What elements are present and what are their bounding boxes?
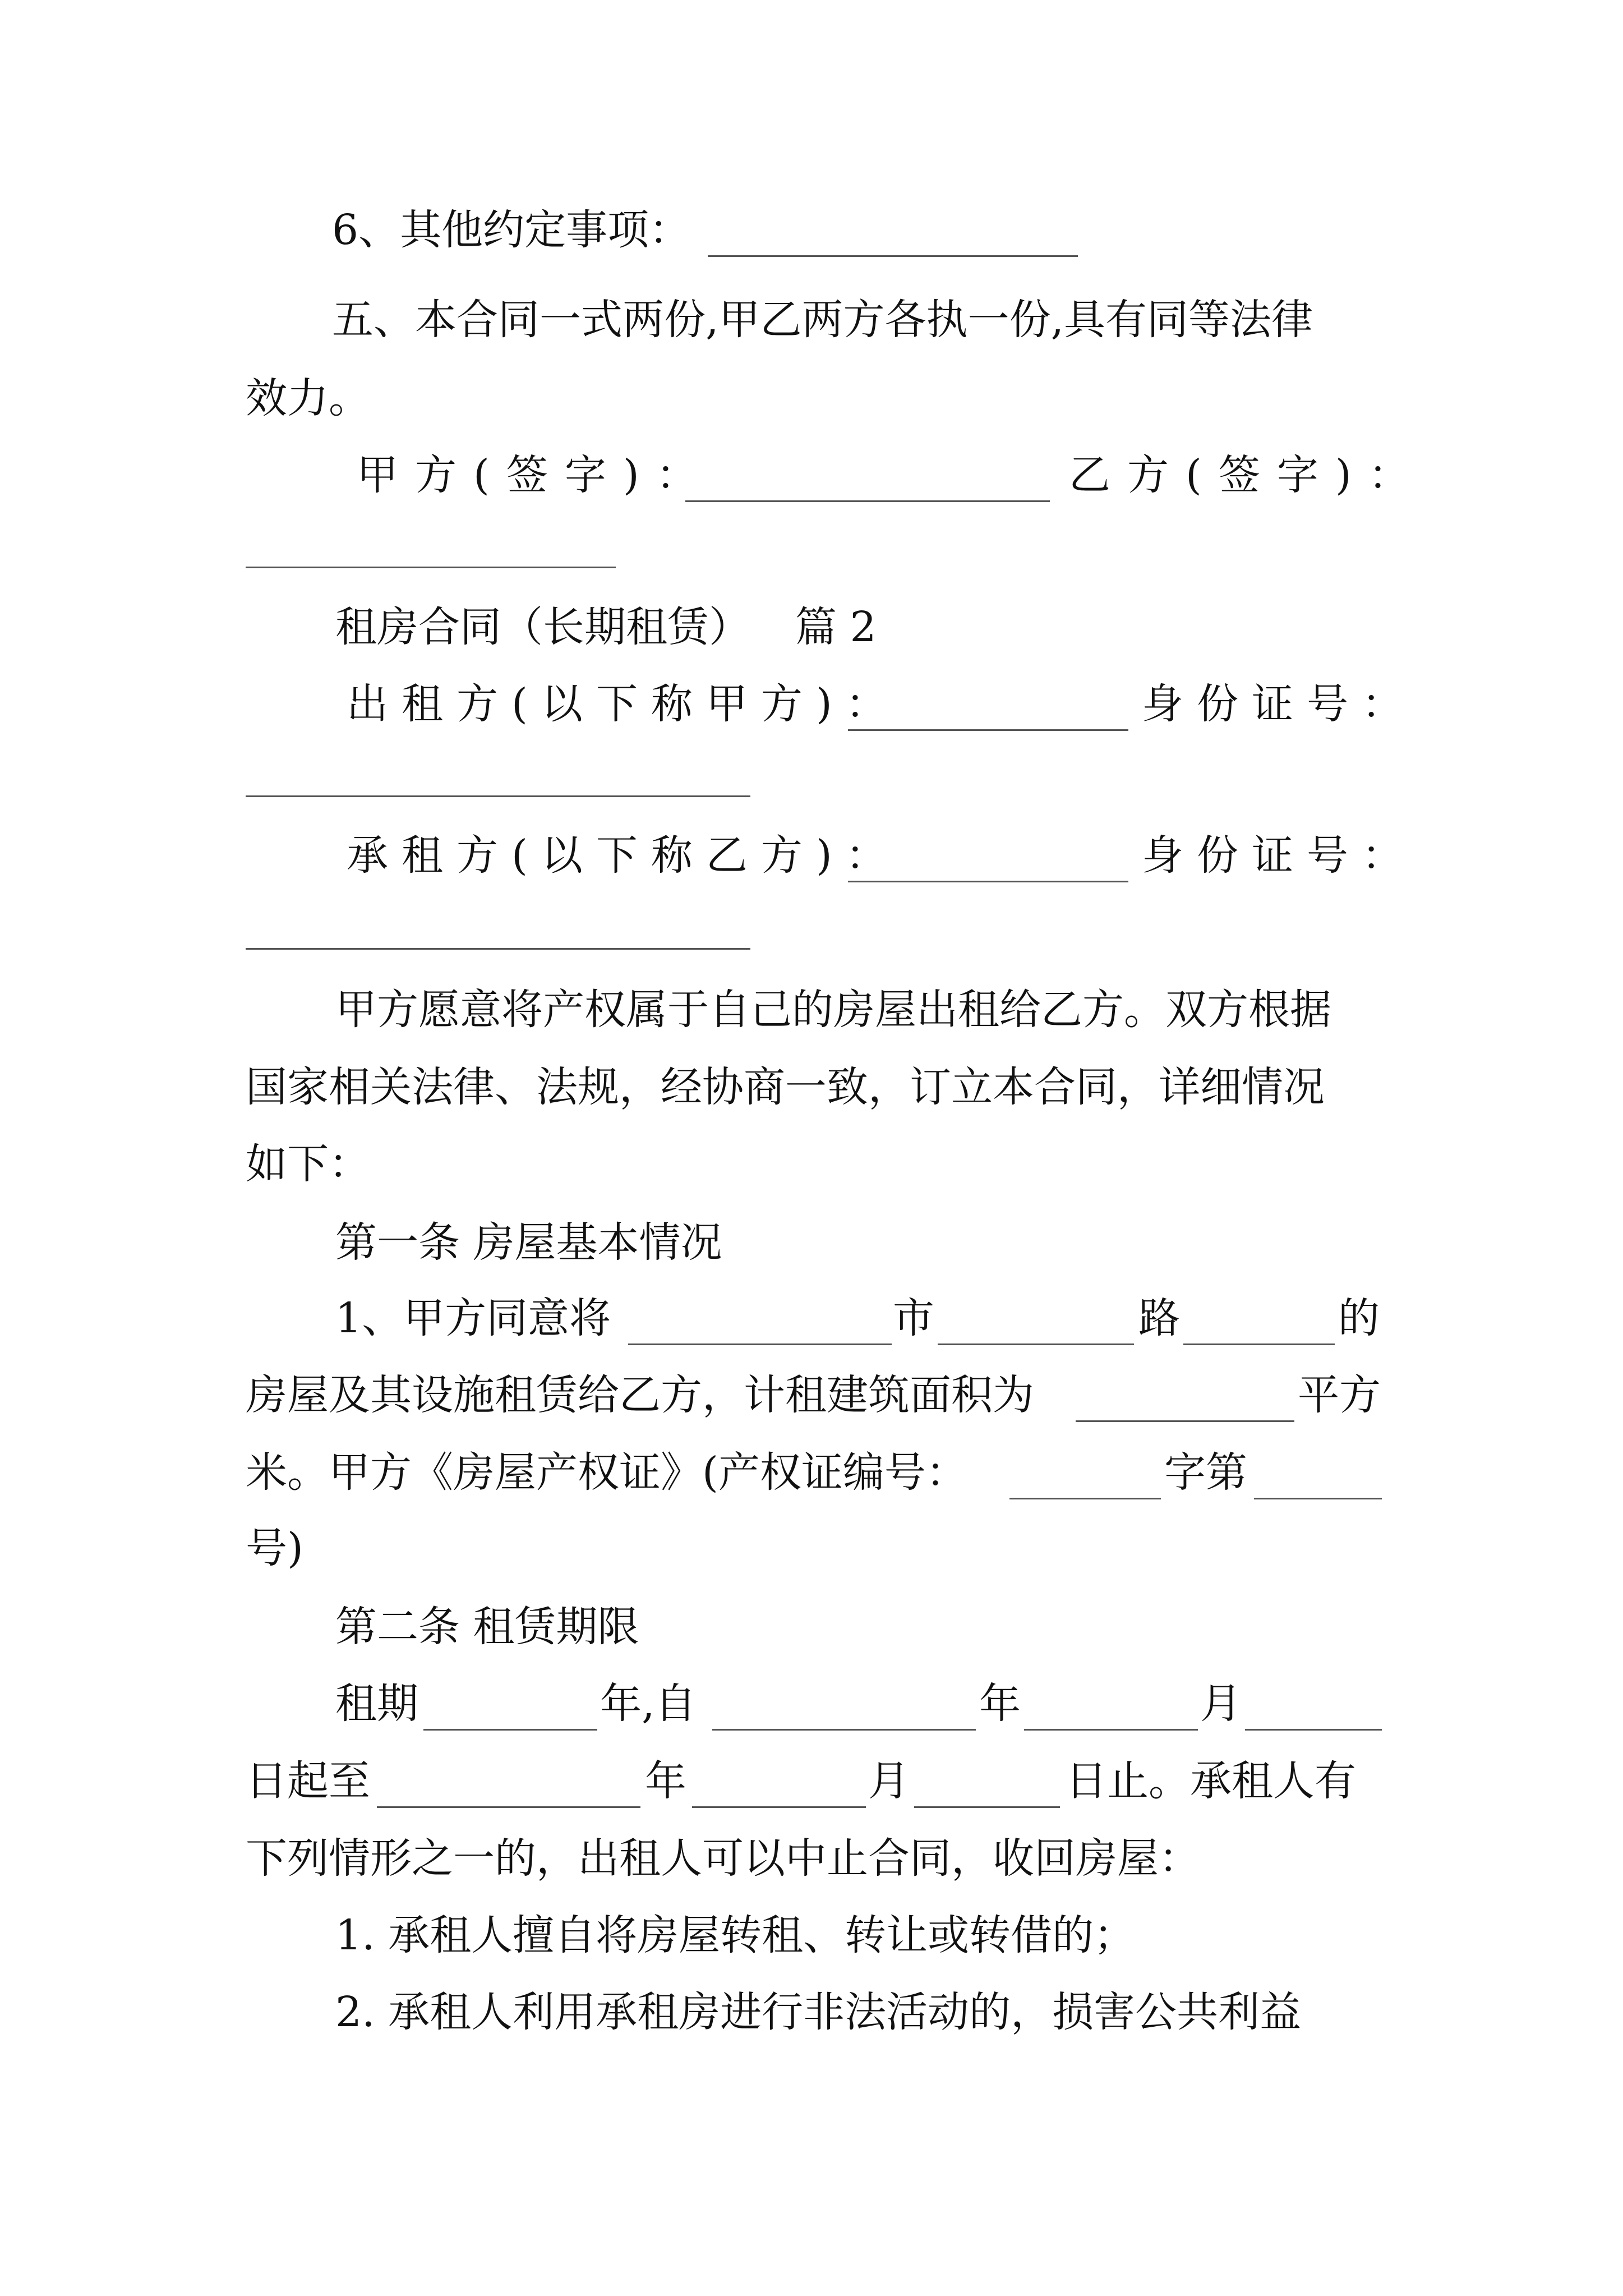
article-2-title: 第二条 租赁期限: [335, 1603, 639, 1651]
end-day-text: 日止。承租人有: [1066, 1757, 1356, 1805]
contract-title: 租房合同（长期租赁）: [335, 603, 750, 651]
lessee-name-blank: [848, 881, 1128, 882]
other-matters-label: 6、其他约定事项：: [332, 206, 691, 254]
lessee-label: 承租方(以下称乙方)：: [347, 831, 901, 880]
cert-number-suffix: 号): [246, 1524, 303, 1572]
road-blank: [938, 1343, 1134, 1345]
lessor-id-label: 身份证号：: [1142, 680, 1417, 728]
cert-prefix-blank: [1009, 1498, 1161, 1499]
lessor-label: 出租方(以下称甲方)：: [347, 680, 901, 728]
article-1-area-text: 房屋及其设施租赁给乙方，计租建筑面积为: [246, 1371, 1034, 1419]
lessee-line: [0, 825, 1623, 886]
intro-text-3: 如下：: [246, 1140, 370, 1188]
contract-copies-text: 五、本合同一式两份,甲乙两方各执一份,具有同等法律: [332, 296, 1313, 344]
until-label: 日起至: [246, 1757, 370, 1805]
intro-paragraph-line2: [0, 1056, 1623, 1118]
road-label: 路: [1138, 1294, 1180, 1342]
city-label: 市: [893, 1294, 934, 1342]
contract-section-number: 篇 2: [795, 603, 877, 651]
condition-item-2: 2. 承租人利用承租房进行非法活动的，损害公共利益: [335, 1988, 1302, 2036]
article-1-line4: [0, 1517, 1623, 1579]
intro-text-1: 甲方愿意将产权属于自己的房屋出租给乙方。双方根据: [335, 986, 1331, 1034]
intro-text-2: 国家相关法律、法规，经协商一致，订立本合同，详细情况: [246, 1063, 1325, 1111]
end-year-blank: [377, 1806, 640, 1808]
cert-number-blank: [1254, 1498, 1382, 1499]
article-1-text-a: 1、甲方同意将: [335, 1294, 611, 1342]
article-1-text-d: 的: [1338, 1294, 1380, 1342]
lessee-id-label: 身份证号：: [1142, 831, 1417, 880]
area-unit: 平方: [1298, 1371, 1381, 1419]
property-cert-text: 米。甲方《房屋产权证》(产权证编号：: [246, 1448, 967, 1497]
article-1-line3: [0, 1442, 1623, 1503]
cert-word-label: 字第: [1164, 1448, 1247, 1497]
lease-years-blank: [423, 1729, 597, 1731]
address-blank: [1183, 1343, 1335, 1345]
start-day-blank: [1245, 1729, 1382, 1731]
end-day-blank: [914, 1806, 1060, 1808]
intro-paragraph-line3: [0, 1133, 1623, 1195]
lease-term-label: 租期: [335, 1680, 418, 1728]
article-2-line1: [0, 1673, 1623, 1734]
article-2-item2: [0, 1981, 1623, 2043]
article-2-item1: [0, 1904, 1623, 1966]
start-month-blank: [1024, 1729, 1198, 1731]
contract-copies-line2: [0, 367, 1623, 429]
lessor-line: [0, 673, 1623, 735]
article-2-title-line: [0, 1596, 1623, 1658]
condition-item-1: 1. 承租人擅自将房屋转租、转让或转借的；: [335, 1911, 1136, 1959]
party-b-signature-blank: [246, 567, 616, 568]
party-a-signature-label: 甲方(签字)：: [357, 451, 714, 499]
end-year-label: 年: [645, 1757, 686, 1805]
signature-line: [0, 444, 1623, 506]
party-b-signature-label: 乙方(签字)：: [1069, 451, 1427, 499]
party-a-signature-blank: [685, 500, 1050, 502]
lessor-name-blank: [848, 729, 1128, 731]
end-month-label: 月: [868, 1757, 910, 1805]
end-month-blank: [692, 1806, 866, 1808]
article-1-title: 第一条 房屋基本情况: [335, 1218, 722, 1267]
intro-paragraph-line1: [0, 979, 1623, 1041]
contract-copies-text-cont: 效力。: [246, 374, 370, 422]
article-1-line1: [0, 1287, 1623, 1349]
start-year-blank: [712, 1729, 976, 1731]
lessee-id-blank: [246, 948, 750, 950]
termination-conditions-text: 下列情形之一的，出租人可以中止合同，收回房屋：: [246, 1834, 1200, 1883]
article-1-line2: [0, 1364, 1623, 1426]
start-month-label: 月: [1200, 1680, 1242, 1728]
lease-from-label: 年,自: [600, 1680, 697, 1728]
area-blank: [1076, 1420, 1294, 1422]
article-1-title-line: [0, 1212, 1623, 1273]
contract-heading: [0, 596, 1623, 658]
article-2-line2: [0, 1750, 1623, 1812]
other-matters-blank: [708, 255, 1078, 257]
start-year-label: 年: [979, 1680, 1021, 1728]
other-matters-line: [0, 199, 1623, 261]
article-2-line3: [0, 1828, 1623, 1889]
contract-copies-line1: [0, 289, 1623, 351]
city-blank: [628, 1343, 892, 1345]
lessor-id-blank: [246, 795, 750, 797]
